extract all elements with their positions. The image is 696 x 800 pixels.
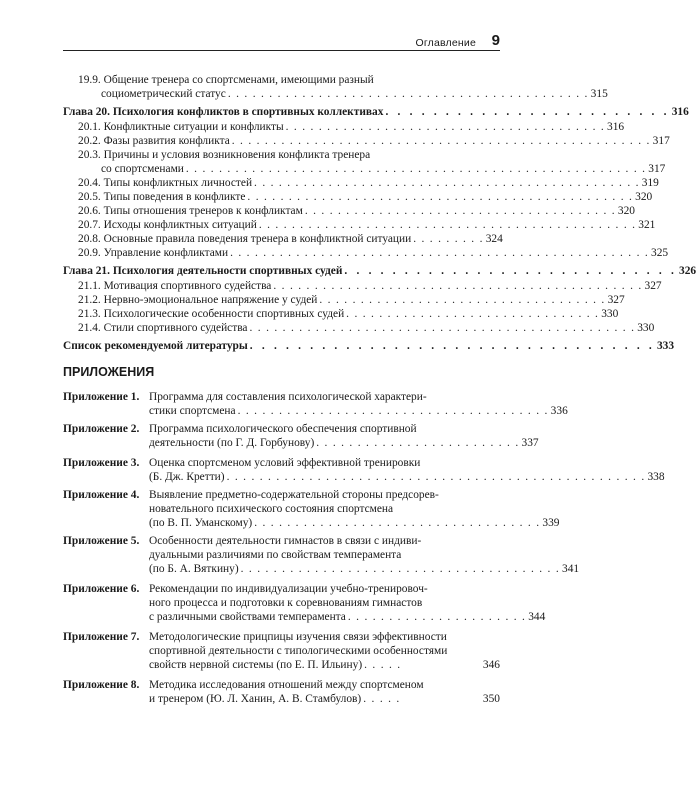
toc-page-number: 327 <box>607 294 625 306</box>
toc-chapter-title: Глава 20. Психология конфликтов в спортивных коллективах <box>63 106 384 118</box>
appendix-line: Методика исследования отношений между спортсменом <box>149 679 424 691</box>
appendix-label: Приложение 5. <box>63 535 140 547</box>
toc-entry-21-1[interactable]: 21.1. Мотивация спортивного судейства . . . . . . . . . . . . . . . . . . . . . . . . . . . . . . . . . . . . . . . . . . . . . 327 <box>78 280 662 292</box>
toc-entry-20-1[interactable]: 20.1. Конфликтные ситуации и конфликты . . . . . . . . . . . . . . . . . . . . . . . . . . . . . . . . . . . . . . . 316 <box>78 121 625 133</box>
toc-entry-text: 20.8. Основные правила поведения тренера в конфликтной ситуации <box>78 233 412 245</box>
appendix-line: (Б. Дж. Кретти) <box>149 471 225 483</box>
running-header-title: Оглавление <box>415 37 476 49</box>
appendix-line: стики спортсмена <box>149 405 236 417</box>
toc-entry-21-3[interactable]: 21.3. Психологические особенности спортивных судей . . . . . . . . . . . . . . . . . . . . . . . . . . . . . . . 330 <box>78 308 619 320</box>
appendix-4[interactable]: Приложение 4. Выявление предметно-содержательной стороны предсорев- новательного психического состояния спортсмена (по В. П. Уманскому) . . . . . . . . . . . . . . . . . . . . . . . . . . . . . . . . . . . 339 <box>63 489 560 529</box>
toc-entry-20-6[interactable]: 20.6. Типы отношения тренеров к конфликтам . . . . . . . . . . . . . . . . . . . . . . . . . . . . . . . . . . . . . . 320 <box>78 205 635 217</box>
toc-entry-20-9[interactable]: 20.9. Управление конфликтами . . . . . . . . . . . . . . . . . . . . . . . . . . . . . . . . . . . . . . . . . . . . . . . . . . . 325 <box>78 247 669 259</box>
appendix-line: Оценка спортсменом условий эффективной тренировки <box>149 457 421 469</box>
appendix-line: деятельности (по Г. Д. Горбунову) <box>149 437 315 449</box>
toc-chapter-21[interactable]: Глава 21. Психология деятельности спортивных судей . . . . . . . . . . . . . . . . . . . . . . . . . . . . 326 <box>63 265 696 277</box>
appendix-5[interactable]: Приложение 5. Особенности деятельности гимнастов в связи с индиви- дуальными различиями по свойствам темперамента (по Б. А. Вяткину) . . . . . . . . . . . . . . . . . . . . . . . . . . . . . . . . . . . . . . . 341 <box>63 535 580 575</box>
toc-page-number: 320 <box>635 191 653 203</box>
appendix-label: Приложение 3. <box>63 457 140 469</box>
appendix-line: новательного психического состояния спортсмена <box>149 503 394 515</box>
toc-chapter-title: Глава 21. Психология деятельности спортивных судей <box>63 265 343 277</box>
toc-entry-19-9-line1[interactable] <box>78 73 500 87</box>
toc-entry-21-4[interactable]: 21.4. Стили спортивного судейства . . . . . . . . . . . . . . . . . . . . . . . . . . . . . . . . . . . . . . . . . . . . . . . 330 <box>78 322 655 334</box>
appendix-line: (по В. П. Уманскому) <box>149 517 253 529</box>
toc-entry-21-2[interactable]: 21.2. Нервно-эмоциональное напряжение у судей . . . . . . . . . . . . . . . . . . . . . . . . . . . . . . . . . . . 327 <box>78 294 625 306</box>
appendix-line: Особенности деятельности гимнастов в связи с индиви- <box>149 535 422 547</box>
appendix-line: Программа психологического обеспечения спортивной <box>149 423 417 435</box>
toc-page-number: 317 <box>648 163 666 175</box>
toc-page-number: 341 <box>562 563 580 575</box>
appendix-label: Приложение 4. <box>63 489 140 501</box>
toc-page-number: 316 <box>671 106 689 118</box>
appendix-line: дуальными различиями по свойствам темперамента <box>149 549 402 561</box>
toc-entry-text: со спортсменами <box>101 163 184 175</box>
appendix-heading: ПРИЛОЖЕНИЯ <box>63 365 155 379</box>
toc-page-number: 336 <box>550 405 568 417</box>
appendix-2[interactable]: Приложение 2. Программа психологического обеспечения спортивной деятельности (по Г. Д. Горбунову) . . . . . . . . . . . . . . . . . . . . . . . . . 337 <box>63 423 539 449</box>
toc-page-number: 319 <box>641 177 659 189</box>
toc-chapter-title: Список рекомендуемой литературы <box>63 340 248 352</box>
appendix-line: ного процесса и подготовки к соревнованиям гимнастов <box>149 597 423 609</box>
toc-entry-20-4[interactable]: 20.4. Типы конфликтных личностей . . . . . . . . . . . . . . . . . . . . . . . . . . . . . . . . . . . . . . . . . . . . . . . 319 <box>78 177 659 189</box>
toc-page-number: 330 <box>601 308 619 320</box>
toc-page-number: 321 <box>638 219 656 231</box>
toc-page-number: 327 <box>644 280 662 292</box>
appendix-line: Методологические прицпицы изучения связи эффективности <box>149 631 447 643</box>
appendix-label: Приложение 8. <box>63 679 140 691</box>
toc-entry-text: 20.4. Типы конфликтных личностей <box>78 177 253 189</box>
toc-page-number: 337 <box>521 437 539 449</box>
toc-entry-text: 21.2. Нервно-эмоциональное напряжение у судей <box>78 294 318 306</box>
appendix-line: свойств нервной системы (по Е. П. Ильину) <box>149 659 363 671</box>
toc-entry-20-3-line1[interactable] <box>78 148 500 162</box>
appendix-7[interactable]: Приложение 7. Методологические прицпицы изучения связи эффективности спортивной деятельности с типологическими особенностями свойств нервной системы (по Е. П. Ильину) . . . . . 346 <box>63 631 500 671</box>
toc-entry-text: 20.1. Конфликтные ситуации и конфликты <box>78 121 284 133</box>
toc-entry-text: социометрический статус <box>101 88 226 100</box>
toc-entry-20-2[interactable]: 20.2. Фазы развития конфликта . . . . . . . . . . . . . . . . . . . . . . . . . . . . . . . . . . . . . . . . . . . . . . . . . . . 317 <box>78 135 670 147</box>
toc-entry-text: 21.4. Стили спортивного судейства <box>78 322 248 334</box>
page-number: 9 <box>491 32 500 49</box>
toc-references[interactable]: Список рекомендуемой литературы . . . . . . . . . . . . . . . . . . . . . . . . . . . . . . . . . . 333 <box>63 340 675 352</box>
toc-entry-20-3-line2[interactable]: со спортсменами . . . . . . . . . . . . . . . . . . . . . . . . . . . . . . . . . . . . . . . . . . . . . . . . . . . . . . . . 317 <box>101 163 666 175</box>
toc-entry-text: 21.3. Психологические особенности спортивных судей <box>78 308 345 320</box>
toc-page-number: 333 <box>656 340 675 352</box>
appendix-line: Программа для составления психологической характери- <box>149 391 427 403</box>
appendix-6[interactable]: Приложение 6. Рекомендации по индивидуализации учебно-тренировоч- ного процесса и подготовки к соревнованиям гимнастов с различными свойствами темперамента . . . . . . . . . . . . . . . . . . . . . . 344 <box>63 583 546 623</box>
toc-entry-20-5[interactable]: 20.5. Типы поведения в конфликте . . . . . . . . . . . . . . . . . . . . . . . . . . . . . . . . . . . . . . . . . . . . . . . 320 <box>78 191 653 203</box>
toc-chapter-20[interactable]: Глава 20. Психология конфликтов в спортивных коллективах . . . . . . . . . . . . . . . . . . . . . . . . 316 <box>63 106 689 118</box>
toc-page-number: 326 <box>679 265 696 277</box>
toc-entry-text: 20.2. Фазы развития конфликта <box>78 135 230 147</box>
toc-page-number: 317 <box>652 135 670 147</box>
appendix-label: Приложение 1. <box>63 391 140 403</box>
appendix-label: Приложение 6. <box>63 583 140 595</box>
toc-page-number: 350 <box>482 693 500 705</box>
toc-page-number: 339 <box>542 517 560 529</box>
toc-page-number: 324 <box>485 233 503 245</box>
appendix-line: (по Б. А. Вяткину) <box>149 563 239 575</box>
appendix-line: с различными свойствами темперамента <box>149 611 346 623</box>
toc-page-number: 315 <box>590 88 608 100</box>
toc-entry-text: 20.3. Причины и условия возникновения конфликта тренера <box>78 149 371 161</box>
appendix-3[interactable]: Приложение 3. Оценка спортсменом условий эффективной тренировки (Б. Дж. Кретти) . . . . . . . . . . . . . . . . . . . . . . . . . . . . . . . . . . . . . . . . . . . . . . . . . . . 338 <box>63 457 665 483</box>
toc-entry-text: 19.9. Общение тренера со спортсменами, имеющими разный <box>78 74 374 86</box>
appendix-label: Приложение 7. <box>63 631 140 643</box>
toc-page-number: 338 <box>647 471 665 483</box>
appendix-line: спортивной деятельности с типологическими особенностями <box>149 645 448 657</box>
toc-page-number: 316 <box>607 121 625 133</box>
toc-page-number: 330 <box>637 322 655 334</box>
toc-page-number: 325 <box>651 247 669 259</box>
appendix-line: Рекомендации по индивидуализации учебно-тренировоч- <box>149 583 428 595</box>
toc-entry-text: 20.9. Управление конфликтами <box>78 247 229 259</box>
appendix-1[interactable]: Приложение 1. Программа для составления психологической характери- стики спортсмена . . . . . . . . . . . . . . . . . . . . . . . . . . . . . . . . . . . . . . 336 <box>63 391 568 417</box>
toc-entry-19-9-line2[interactable]: социометрический статус . . . . . . . . . . . . . . . . . . . . . . . . . . . . . . . . . . . . . . . . . . . . 315 <box>101 88 608 100</box>
appendix-line: Выявление предметно-содержательной стороны предсорев- <box>149 489 439 501</box>
toc-page-number: 346 <box>482 659 500 671</box>
toc-entry-text: 20.6. Типы отношения тренеров к конфликтам <box>78 205 303 217</box>
appendix-label: Приложение 2. <box>63 423 140 435</box>
toc-page-number: 320 <box>617 205 635 217</box>
toc-entry-text: 21.1. Мотивация спортивного судейства <box>78 280 272 292</box>
toc-entry-20-7[interactable]: 20.7. Исходы конфликтных ситуаций . . . . . . . . . . . . . . . . . . . . . . . . . . . . . . . . . . . . . . . . . . . . . . 321 <box>78 219 656 231</box>
running-header <box>63 28 500 51</box>
toc-page-number: 344 <box>528 611 546 623</box>
toc-entry-text: 20.7. Исходы конфликтных ситуаций <box>78 219 257 231</box>
toc-entry-20-8[interactable]: 20.8. Основные правила поведения тренера в конфликтной ситуации . . . . . . . . . 324 <box>78 233 503 245</box>
toc-entry-text: 20.5. Типы поведения в конфликте <box>78 191 246 203</box>
appendix-8[interactable]: Приложение 8. Методика исследования отношений между спортсменом и тренером (Ю. Л. Ханин, А. В. Стамбулов) . . . . . 350 <box>63 679 500 705</box>
appendix-line: и тренером (Ю. Л. Ханин, А. В. Стамбулов) <box>149 693 362 705</box>
